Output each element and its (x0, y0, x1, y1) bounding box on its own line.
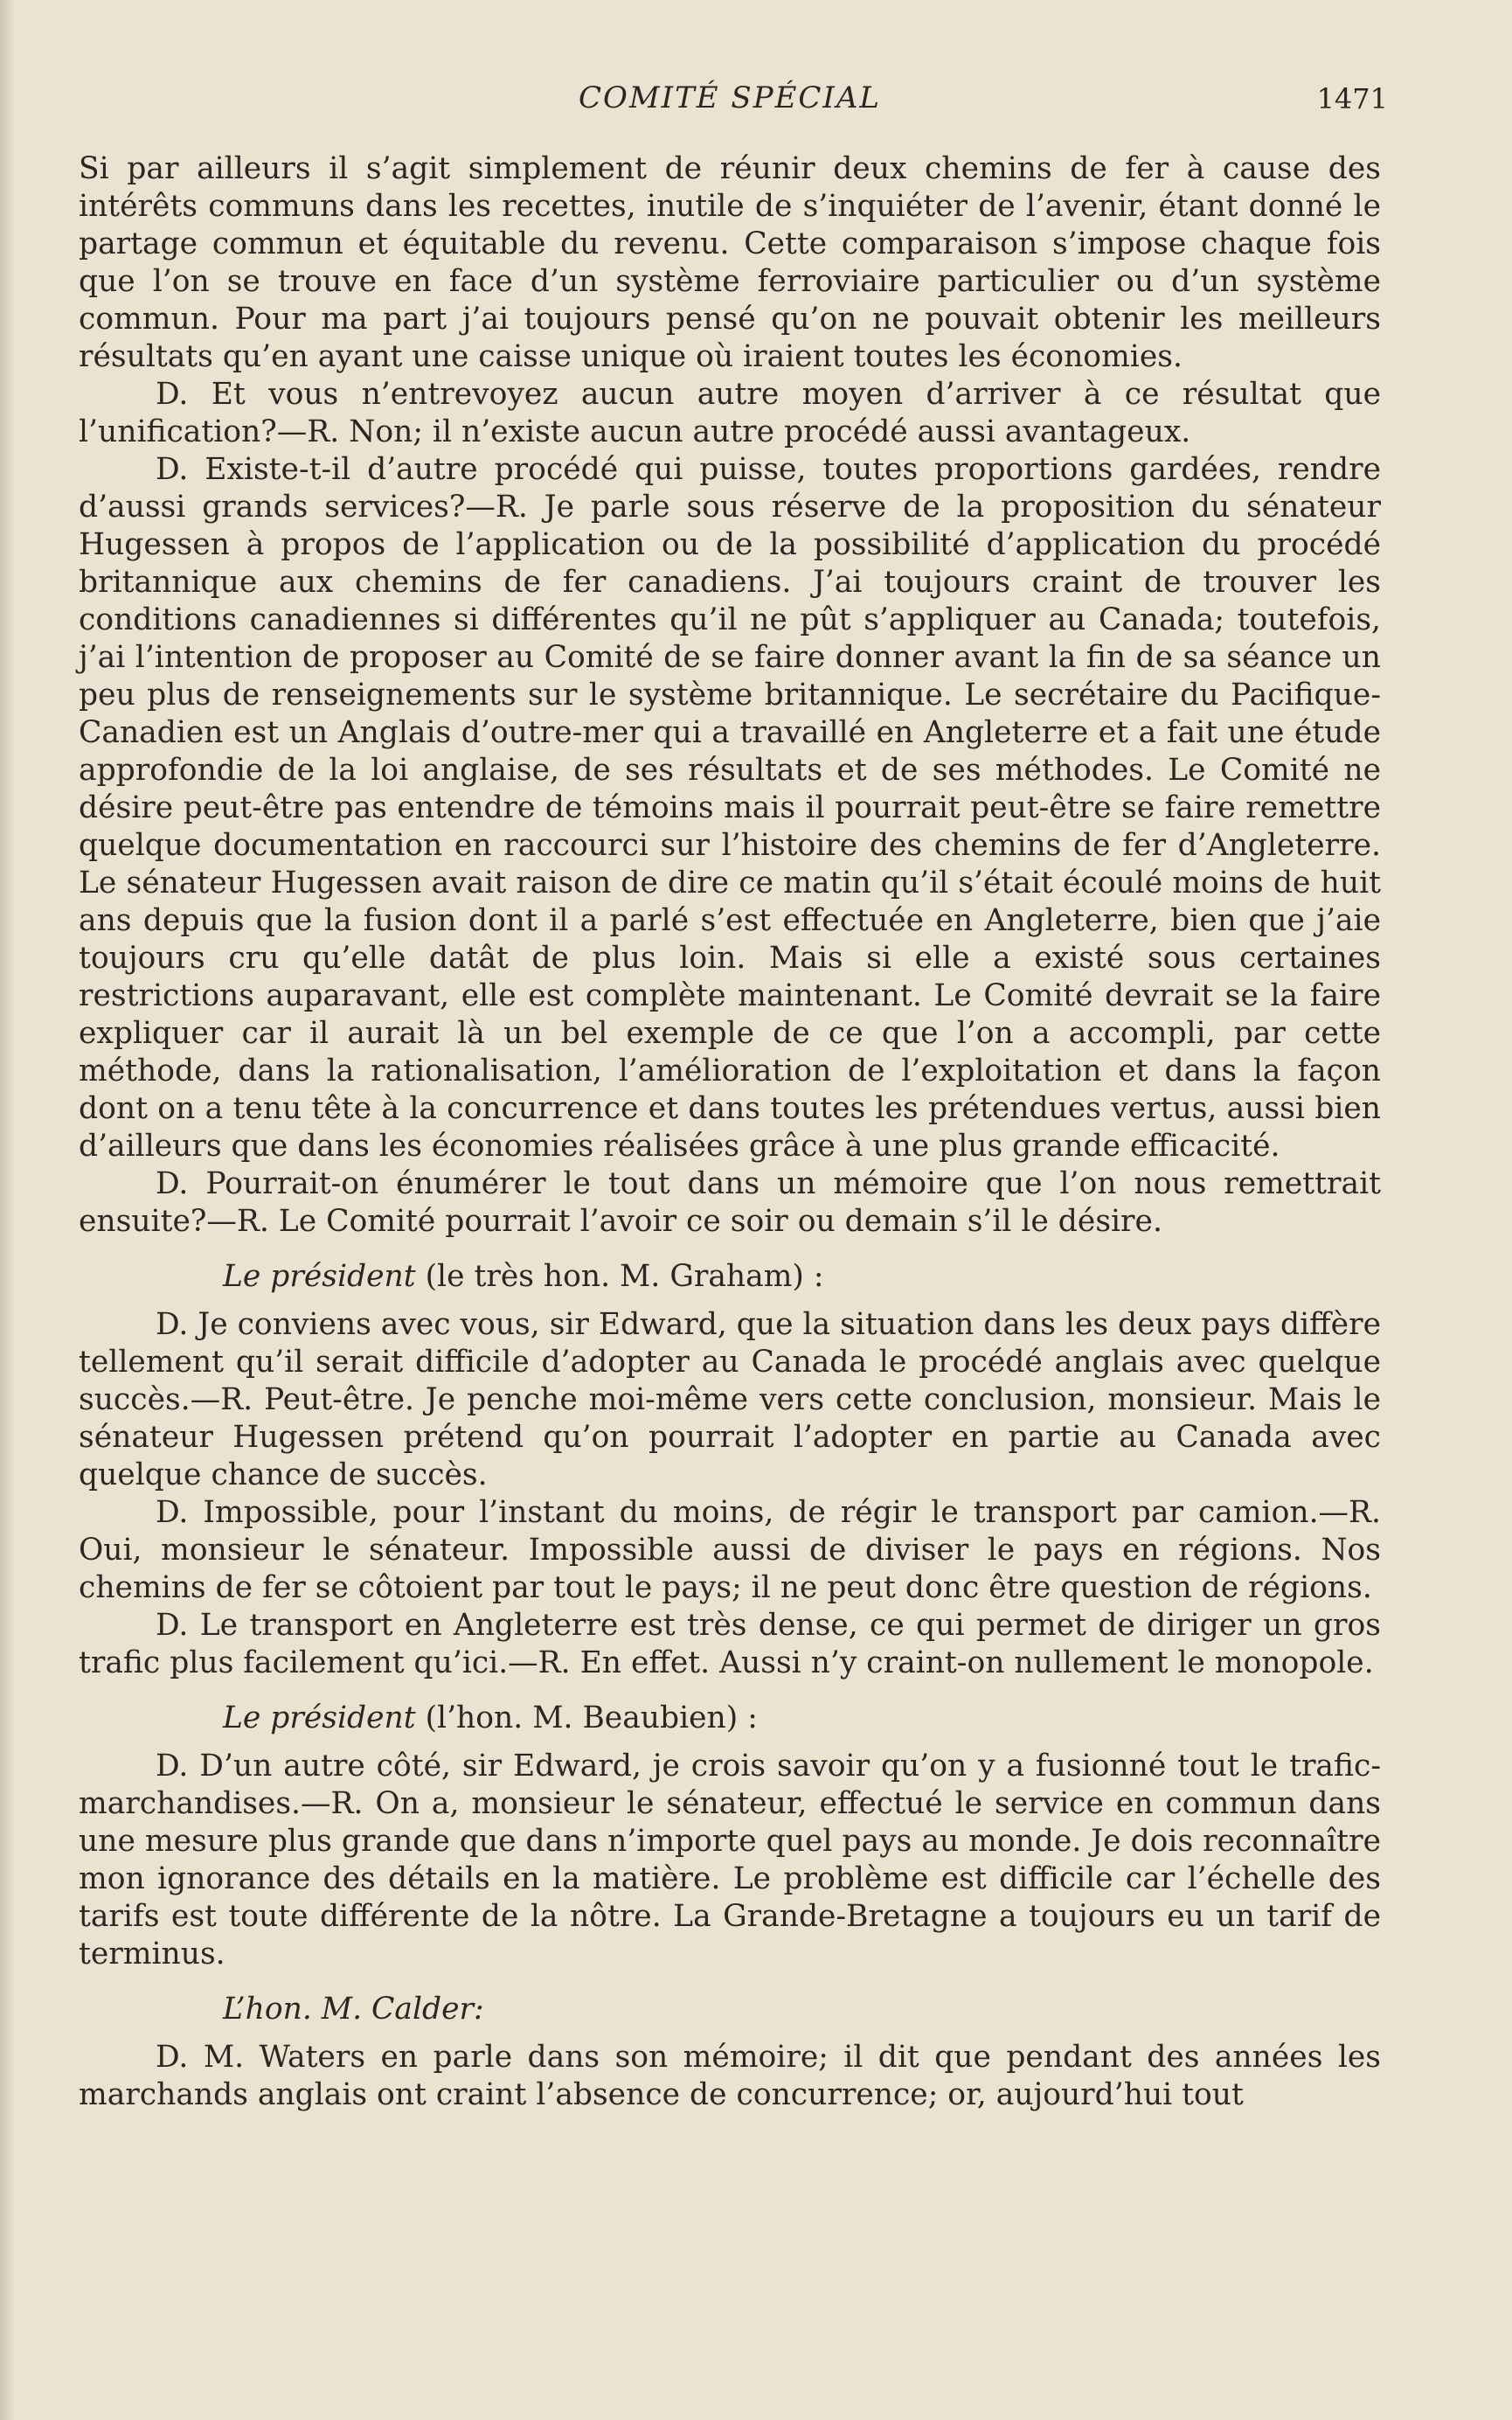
speaker-detail: (le très hon. M. Graham) : (415, 1259, 824, 1294)
paragraph: D. D’un autre côté, sir Edward, je crois savoir qu’on y a fusionné tout le trafic-marchandises.—R. On a, monsieur le sénateur, effectué le service en commun dans une mesure plus grande que dans n’importe quel pays au monde. Je dois reconnaître mon ignorance des détails en la matière. Le problème est difficile car l’échelle des tarifs est toute différente de la nôtre. La Grande-Bretagne a toujours eu un tarif de terminus. (79, 1749, 1381, 1971)
speaker-name: Le président (223, 1700, 416, 1735)
paragraph: Si par ailleurs il s’agit simplement de réunir deux chemins de fer à cause des intérêts communs dans les recettes, inutile de s’inquiéter de l’avenir, étant donné le partage commun et équitable du revenu. Cette comparaison s’impose chaque fois que l’on se trouve en face d’un système ferroviaire particulier ou d’un système commun. Pour ma part j’ai toujours pensé qu’on ne pouvait obtenir les meilleurs résultats qu’en ayant une caisse unique où iraient toutes les économies. (79, 151, 1381, 374)
speaker-heading (79, 1700, 1381, 1737)
paragraph: D. Je conviens avec vous, sir Edward, que la situation dans les deux pays diffère tellement qu’il serait difficile d’adopter au Canada le procédé anglais avec quelque succès.—R. Peut-être. Je penche moi-même vers cette conclusion, monsieur. Mais le sénateur Hugessen prétend qu’on pourrait l’adopter en partie au Canada avec quelque chance de succès. (79, 1307, 1381, 1492)
speaker-heading (79, 1258, 1381, 1296)
document-body (79, 150, 1381, 2114)
paragraph: D. Le transport en Angleterre est très dense, ce qui permet de diriger un gros trafic plus facilement qu’ici.—R. En effet. Aussi n’y craint-on nullement le monopole. (79, 1608, 1381, 1680)
speaker-name: Le président (223, 1259, 416, 1294)
paragraph: D. Existe-t-il d’autre procédé qui puisse, toutes proportions gardées, rendre d’aussi grands services?—R. Je parle sous réserve de la proposition du sénateur Hugessen à propos de l’application ou de la possibilité d’application du procédé britannique aux chemins de fer canadiens. J’ai toujours craint de trouver les conditions canadiennes si différentes qu’il ne pût s’appliquer au Canada; toutefois, j’ai l’intention de proposer au Comité de se faire donner avant la fin de sa séance un peu plus de renseignements sur le système britannique. Le secrétaire du Pacifique-Canadien est un Anglais d’outre-mer qui a travaillé en Angleterre et a fait une étude approfondie de la loi anglaise, de ses résultats et de ses méthodes. Le Comité ne désire peut-être pas entendre de témoins mais il pourrait peut-être se faire remettre quelque documentation en raccourci sur l’histoire des chemins de fer d’Angleterre. Le sénateur Hugessen avait raison de dire ce matin qu’il s’était écoulé moins de huit ans depuis que la fusion dont il a parlé s’est effectuée en Angleterre, bien que j’aie toujours cru qu’elle datât de plus loin. Mais si elle a existé sous certaines restrictions auparavant, elle est complète maintenant. Le Comité devrait se la faire expliquer car il aurait là un bel exemple de ce que l’on a accompli, par cette méthode, dans la rationalisation, l’amélioration de l’exploitation et dans la façon dont on a tenu tête à la concurrence et dans toutes les prétendues vertus, aussi bien d’ailleurs que dans les économies réalisées grâce à une plus grande efficacité. (79, 452, 1381, 1164)
speaker-name: L’hon. M. Calder: (223, 1992, 484, 2027)
speaker-detail: (l’hon. M. Beaubien) : (415, 1700, 758, 1735)
page-number: 1471 (1316, 82, 1388, 115)
running-head: COMITÉ SPÉCIAL (578, 80, 881, 115)
paragraph: D. M. Waters en parle dans son mémoire; il dit que pendant des années les marchands anglais ont craint l’absence de concurrence; or, aujourd’hui tout (79, 2040, 1381, 2112)
page-header (79, 80, 1388, 124)
speaker-heading (79, 1991, 1381, 2028)
paragraph: D. Pourrait-on énumérer le tout dans un mémoire que l’on nous remettrait ensuite?—R. Le Comité pourrait l’avoir ce soir ou demain s’il le désire. (79, 1166, 1381, 1239)
paragraph: D. Et vous n’entrevoyez aucun autre moyen d’arriver à ce résultat que l’unification?—R. Non; il n’existe aucun autre procédé aussi avantageux. (79, 377, 1381, 449)
paragraph: D. Impossible, pour l’instant du moins, de régir le transport par camion.—R. Oui, monsieur le sénateur. Impossible aussi de diviser le pays en régions. Nos chemins de fer se côtoient par tout le pays; il ne peut donc être question de régions. (79, 1495, 1381, 1605)
